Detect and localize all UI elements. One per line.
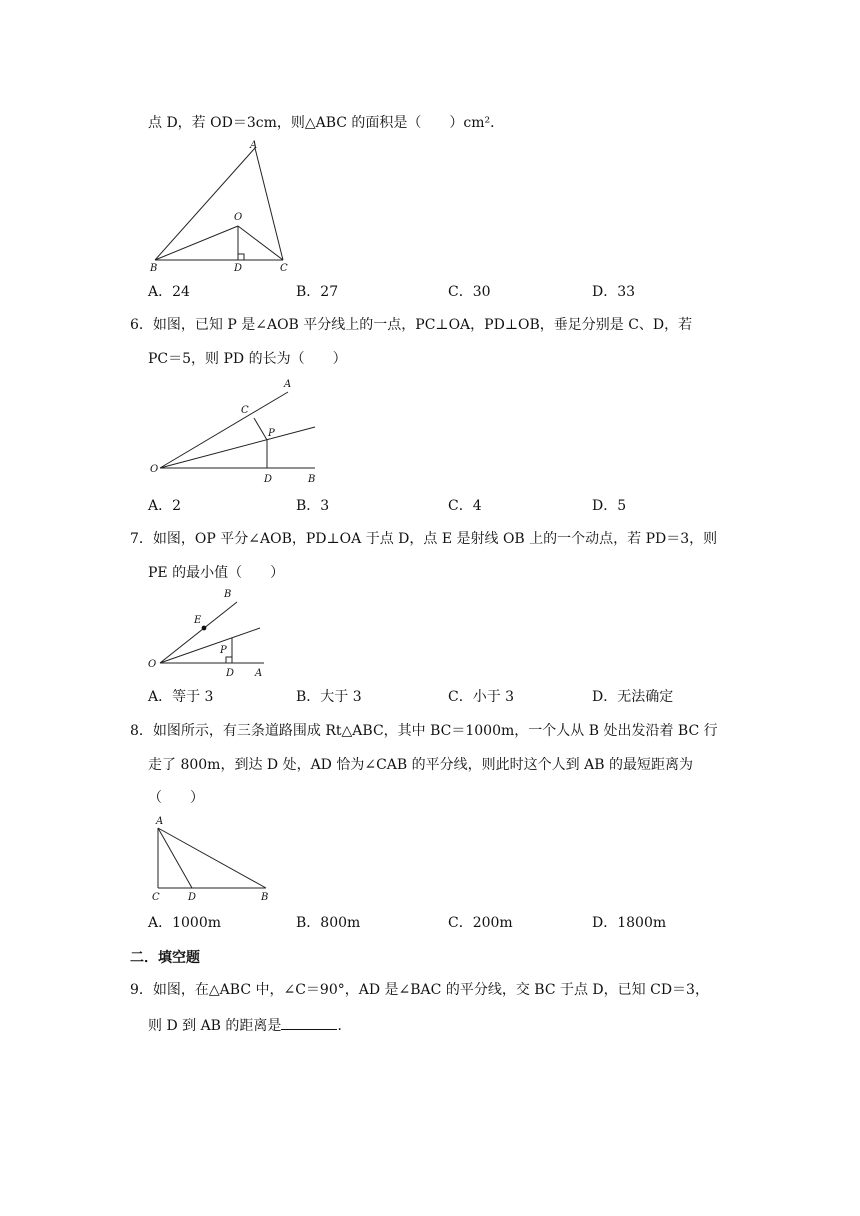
q6-label-c: C [241,405,249,416]
q7-label-e: E [194,615,202,626]
q5-segment-bo [155,226,238,260]
q5-option-a[interactable]: A．24 [148,284,190,300]
q6-label-d: D [264,474,273,485]
q8-option-a[interactable]: A．1000m [148,915,222,931]
q7-stem-line2: PE 的最小值（ ） [148,565,285,581]
q8-option-c[interactable]: C．200m [448,915,513,931]
q5-label-a: A [250,140,258,151]
q8-option-d[interactable]: D．1800m [592,915,667,931]
q6-label-p: P [268,428,275,439]
q8-label-c: C [152,892,160,903]
q6-ray-op [160,427,315,468]
q5-option-d[interactable]: D．33 [592,284,636,300]
q8-label-d: D [188,892,197,903]
q5-label-b: B [150,263,158,274]
q7-option-c[interactable]: C．小于 3 [448,689,515,705]
q6-option-d[interactable]: D．5 [592,498,627,514]
q6-label-b: B [308,474,316,485]
q8-stem-line2: 走了 800m，到达 D 处，AD 恰为∠CAB 的平分线，则此时这个人到 AB 的最短距离为 [148,757,693,773]
q7-ray-op [160,628,260,663]
q9-stem-line2 [148,1015,351,1035]
q8-label-a: A [156,816,164,827]
q5-label-d: D [234,263,243,274]
q7-label-a: A [255,668,263,679]
q8-segment-ab [158,828,266,888]
q7-option-b[interactable]: B．大于 3 [296,689,362,705]
q7-right-angle-mark [226,657,232,663]
q7-option-a[interactable]: A．等于 3 [148,689,214,705]
q6-stem-line1: 6．如图，已知 P 是∠AOB 平分线上的一点，PC⊥OA，PD⊥OB，垂足分别是 C、D，若 [130,317,693,333]
q7-figure [140,585,280,680]
q9-stem-line1: 9．如图，在△ABC 中，∠C＝90°，AD 是∠BAC 的平分线，交 BC 于点 D，已知 CD＝3， [130,982,709,998]
section-title-fill-in: 二．填空题 [130,950,200,966]
q6-label-o: O [150,464,159,475]
q6-stem-line2: PC＝5，则 PD 的长为（ ） [148,351,347,367]
q7-label-d: D [226,668,235,679]
q6-option-c[interactable]: C．4 [448,498,482,514]
q5-label-o: O [234,212,243,223]
q7-label-b: B [224,589,232,600]
q7-stem-line1: 7．如图，OP 平分∠AOB，PD⊥OA 于点 D，点 E 是射线 OB 上的一个动点，若 PD＝3，则 [130,531,718,547]
q8-option-b[interactable]: B．800m [296,915,361,931]
q6-segment-pc [254,418,267,440]
q5-segment-ba [155,148,255,260]
q6-option-b[interactable]: B．3 [296,498,330,514]
q6-figure [140,372,330,488]
q5-option-b[interactable]: B．27 [296,284,339,300]
q9-answer-blank[interactable] [281,1015,337,1030]
q7-point-e [202,626,207,631]
q9-stem-end: ． [337,1018,352,1034]
q5-option-c[interactable]: C．30 [448,284,491,300]
q5-figure [140,140,310,275]
q8-stem-line3: （ ） [148,790,204,806]
q7-label-p: P [220,645,227,656]
q5-right-angle-mark [238,254,244,260]
q8-figure [140,812,280,906]
q6-label-a: A [284,379,292,390]
q8-stem-line1: 8．如图所示，有三条道路围成 Rt△ABC，其中 BC＝1000m，一个人从 B 处出发沿着 BC 行 [130,723,718,739]
q5-segment-ac [255,148,283,260]
q8-label-b: B [261,892,269,903]
q5-label-c: C [280,263,288,274]
q6-option-a[interactable]: A．2 [148,498,182,514]
q5-stem-line2: 点 D，若 OD＝3cm，则△ABC 的面积是（ ）cm²． [148,115,505,131]
q7-option-d[interactable]: D．无法确定 [592,689,674,705]
q7-label-o: O [148,659,157,670]
q9-stem-text: 则 D 到 AB 的距离是 [148,1018,282,1034]
